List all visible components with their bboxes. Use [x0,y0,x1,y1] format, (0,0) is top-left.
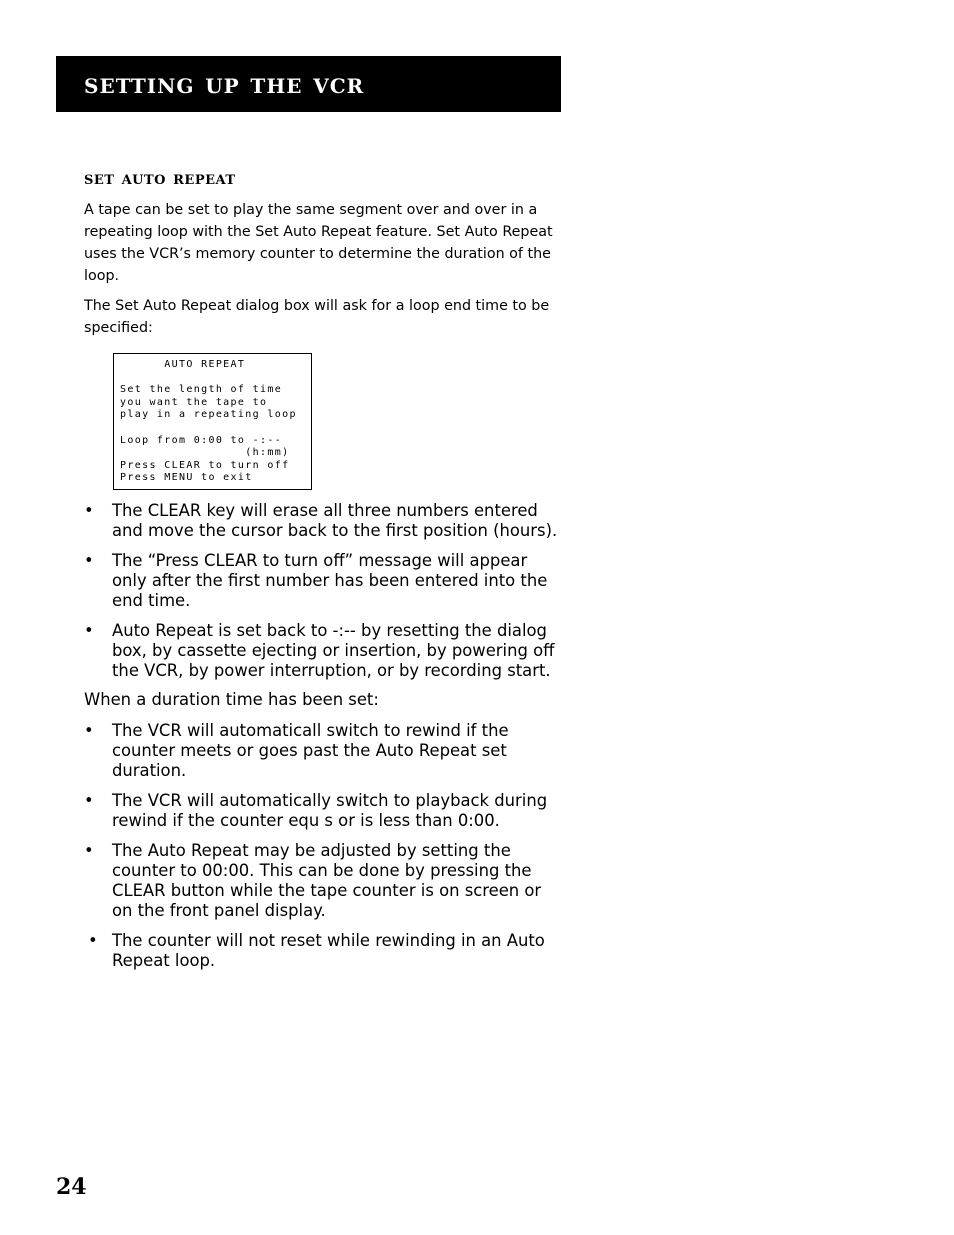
page-number: 24 [56,1174,87,1200]
bullet-icon: • [84,551,94,570]
bullet-icon: • [84,501,94,520]
bullet-icon: • [88,931,98,950]
section-title: set auto repeat [84,167,236,189]
list-item: • The counter will not reset while rewinding in an Auto Repeat loop. [88,931,545,970]
dialog-intro-paragraph: The Set Auto Repeat dialog box will ask for a loop end time to be specified: [84,298,550,336]
list-item: • The “Press CLEAR to turn off” message will appear only after the first number has been entered into the end time. [84,551,548,610]
clear-key-bullets [84,501,564,681]
list-item: • Auto Repeat is set back to -:-- by resetting the dialog box, by cassette ejecting or insertion, by powering off the VCR, by power interruption, or by recording start. [84,621,555,680]
duration-bullets [84,721,564,971]
list-item: • The Auto Repeat may be adjusted by setting the counter to 00:00. This can be done by pressing the CLEAR button while the tape counter is on screen or on the front panel display. [84,841,542,920]
list-item: • The VCR will automaticall switch to rewind if the counter meets or goes past the Auto Repeat set duration. [84,721,509,780]
bullet-icon: • [84,841,94,860]
auto-repeat-dialog: AUTO REPEAT Set the length of time you want the tape to play in a repeating loop Loop from 0:00 to -:-- (h:mm) Press CLEAR to turn off Press MENU to exit [113,353,312,490]
bullet-icon: • [84,621,94,640]
intro-paragraph: A tape can be set to play the same segment over and over in a repeating loop with the Set Auto Repeat feature. Set Auto Repeat uses the VCR’s memory counter to determine the duration of the loop. [84,202,553,284]
duration-lead-text: When a duration time has been set: [84,690,379,709]
header-bar [56,56,561,112]
list-item: • The CLEAR key will erase all three numbers entered and move the cursor back to the first position (hours). [84,501,558,540]
bullet-icon: • [84,791,94,810]
list-item: • The VCR will automatically switch to playback during rewind if the counter equ s or is less than 0:00. [84,791,548,830]
bullet-icon: • [84,721,94,740]
page-title: setting up the vcr [84,67,365,100]
